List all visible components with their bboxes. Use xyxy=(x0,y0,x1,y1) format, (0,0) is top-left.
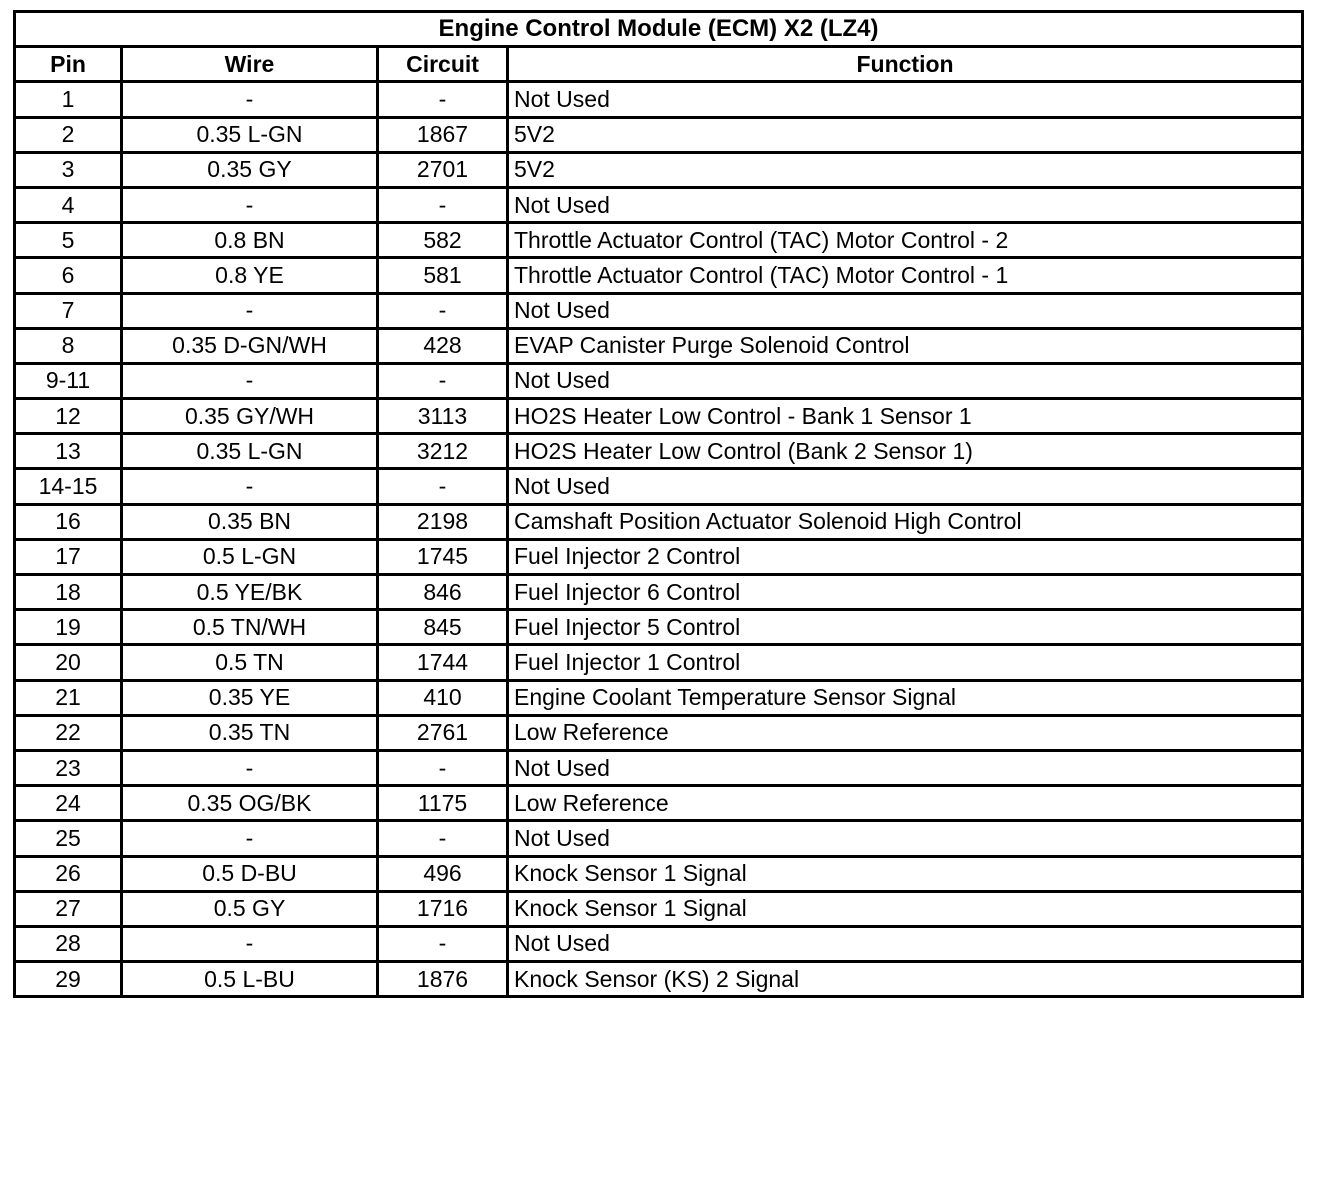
table-row xyxy=(15,363,1303,398)
table-row xyxy=(15,821,1303,856)
function-cell: Fuel Injector 6 Control xyxy=(508,575,1303,610)
pin-cell: 5 xyxy=(15,223,122,258)
function-cell: Low Reference xyxy=(508,786,1303,821)
pin-cell: 12 xyxy=(15,399,122,434)
pin-cell: 19 xyxy=(15,610,122,645)
table-row xyxy=(15,539,1303,574)
circuit-cell: 846 xyxy=(378,575,508,610)
table-row xyxy=(15,434,1303,469)
pin-cell: 23 xyxy=(15,750,122,785)
function-cell: Not Used xyxy=(508,750,1303,785)
circuit-cell: 3212 xyxy=(378,434,508,469)
wire-cell: 0.35 BN xyxy=(122,504,378,539)
pin-cell: 7 xyxy=(15,293,122,328)
connector-pinout-table xyxy=(13,10,1304,998)
table-row xyxy=(15,82,1303,117)
wire-cell: - xyxy=(122,82,378,117)
table-row xyxy=(15,575,1303,610)
function-cell: Not Used xyxy=(508,926,1303,961)
pin-cell: 27 xyxy=(15,891,122,926)
pin-cell: 18 xyxy=(15,575,122,610)
circuit-column-header: Circuit xyxy=(378,47,508,82)
circuit-cell: 2761 xyxy=(378,715,508,750)
pin-cell: 16 xyxy=(15,504,122,539)
wire-cell: - xyxy=(122,363,378,398)
table-row xyxy=(15,715,1303,750)
function-cell: HO2S Heater Low Control - Bank 1 Sensor 1 xyxy=(508,399,1303,434)
function-cell: Engine Coolant Temperature Sensor Signal xyxy=(508,680,1303,715)
function-column-header: Function xyxy=(508,47,1303,82)
circuit-cell: 1745 xyxy=(378,539,508,574)
function-cell: Knock Sensor (KS) 2 Signal xyxy=(508,962,1303,997)
wire-cell: 0.5 TN/WH xyxy=(122,610,378,645)
pin-cell: 14-15 xyxy=(15,469,122,504)
pin-cell: 29 xyxy=(15,962,122,997)
wire-cell: 0.8 YE xyxy=(122,258,378,293)
wire-cell: 0.5 L-GN xyxy=(122,539,378,574)
circuit-cell: - xyxy=(378,363,508,398)
pin-cell: 21 xyxy=(15,680,122,715)
circuit-cell: 2198 xyxy=(378,504,508,539)
table-title: Engine Control Module (ECM) X2 (LZ4) xyxy=(15,12,1303,47)
table-row xyxy=(15,610,1303,645)
table-title-row xyxy=(15,12,1303,47)
wire-cell: 0.35 GY xyxy=(122,152,378,187)
circuit-cell: 582 xyxy=(378,223,508,258)
wire-cell: 0.5 D-BU xyxy=(122,856,378,891)
circuit-cell: - xyxy=(378,187,508,222)
function-cell: Low Reference xyxy=(508,715,1303,750)
pin-column-header: Pin xyxy=(15,47,122,82)
table-row xyxy=(15,750,1303,785)
table-row xyxy=(15,399,1303,434)
pin-cell: 26 xyxy=(15,856,122,891)
table-row xyxy=(15,223,1303,258)
circuit-cell: 3113 xyxy=(378,399,508,434)
table-row xyxy=(15,469,1303,504)
wire-cell: 0.35 YE xyxy=(122,680,378,715)
function-cell: Not Used xyxy=(508,187,1303,222)
pin-cell: 17 xyxy=(15,539,122,574)
wire-cell: - xyxy=(122,187,378,222)
circuit-cell: 1867 xyxy=(378,117,508,152)
wire-cell: 0.35 OG/BK xyxy=(122,786,378,821)
wire-cell: 0.5 L-BU xyxy=(122,962,378,997)
function-cell: Not Used xyxy=(508,363,1303,398)
table-row xyxy=(15,856,1303,891)
pin-cell: 3 xyxy=(15,152,122,187)
wire-cell: - xyxy=(122,750,378,785)
function-cell: Fuel Injector 1 Control xyxy=(508,645,1303,680)
table-row xyxy=(15,117,1303,152)
circuit-cell: - xyxy=(378,293,508,328)
wire-column-header: Wire xyxy=(122,47,378,82)
circuit-cell: - xyxy=(378,926,508,961)
table-header-row xyxy=(15,47,1303,82)
pin-cell: 9-11 xyxy=(15,363,122,398)
wire-cell: - xyxy=(122,926,378,961)
pin-cell: 8 xyxy=(15,328,122,363)
function-cell: EVAP Canister Purge Solenoid Control xyxy=(508,328,1303,363)
pin-cell: 20 xyxy=(15,645,122,680)
circuit-cell: - xyxy=(378,469,508,504)
function-cell: Throttle Actuator Control (TAC) Motor Control - 1 xyxy=(508,258,1303,293)
function-cell: Not Used xyxy=(508,469,1303,504)
function-cell: 5V2 xyxy=(508,117,1303,152)
wire-cell: 0.35 L-GN xyxy=(122,117,378,152)
table-row xyxy=(15,891,1303,926)
table-row xyxy=(15,645,1303,680)
circuit-cell: 581 xyxy=(378,258,508,293)
circuit-cell: 2701 xyxy=(378,152,508,187)
pin-cell: 13 xyxy=(15,434,122,469)
table-row xyxy=(15,187,1303,222)
table-row xyxy=(15,680,1303,715)
wire-cell: 0.35 L-GN xyxy=(122,434,378,469)
pin-cell: 28 xyxy=(15,926,122,961)
table-row xyxy=(15,152,1303,187)
table-row xyxy=(15,926,1303,961)
table-row xyxy=(15,786,1303,821)
wire-cell: 0.35 TN xyxy=(122,715,378,750)
pin-cell: 1 xyxy=(15,82,122,117)
table-row xyxy=(15,293,1303,328)
wire-cell: 0.8 BN xyxy=(122,223,378,258)
table-row xyxy=(15,962,1303,997)
table-row xyxy=(15,504,1303,539)
circuit-cell: 496 xyxy=(378,856,508,891)
table-body xyxy=(15,82,1303,997)
wire-cell: 0.35 D-GN/WH xyxy=(122,328,378,363)
pin-cell: 2 xyxy=(15,117,122,152)
circuit-cell: - xyxy=(378,821,508,856)
wire-cell: 0.5 GY xyxy=(122,891,378,926)
wire-cell: 0.35 GY/WH xyxy=(122,399,378,434)
function-cell: Fuel Injector 2 Control xyxy=(508,539,1303,574)
function-cell: Not Used xyxy=(508,821,1303,856)
function-cell: Camshaft Position Actuator Solenoid High Control xyxy=(508,504,1303,539)
circuit-cell: 1744 xyxy=(378,645,508,680)
function-cell: Fuel Injector 5 Control xyxy=(508,610,1303,645)
pin-cell: 6 xyxy=(15,258,122,293)
function-cell: 5V2 xyxy=(508,152,1303,187)
wire-cell: - xyxy=(122,469,378,504)
wire-cell: 0.5 YE/BK xyxy=(122,575,378,610)
pin-cell: 4 xyxy=(15,187,122,222)
pin-cell: 25 xyxy=(15,821,122,856)
circuit-cell: - xyxy=(378,82,508,117)
circuit-cell: 1175 xyxy=(378,786,508,821)
table-row xyxy=(15,328,1303,363)
function-cell: Knock Sensor 1 Signal xyxy=(508,891,1303,926)
circuit-cell: 428 xyxy=(378,328,508,363)
circuit-cell: 410 xyxy=(378,680,508,715)
function-cell: Not Used xyxy=(508,293,1303,328)
circuit-cell: 1876 xyxy=(378,962,508,997)
pin-cell: 24 xyxy=(15,786,122,821)
wire-cell: - xyxy=(122,821,378,856)
circuit-cell: 845 xyxy=(378,610,508,645)
circuit-cell: 1716 xyxy=(378,891,508,926)
table-row xyxy=(15,258,1303,293)
wire-cell: 0.5 TN xyxy=(122,645,378,680)
function-cell: Throttle Actuator Control (TAC) Motor Control - 2 xyxy=(508,223,1303,258)
function-cell: HO2S Heater Low Control (Bank 2 Sensor 1) xyxy=(508,434,1303,469)
wire-cell: - xyxy=(122,293,378,328)
circuit-cell: - xyxy=(378,750,508,785)
pin-cell: 22 xyxy=(15,715,122,750)
function-cell: Knock Sensor 1 Signal xyxy=(508,856,1303,891)
function-cell: Not Used xyxy=(508,82,1303,117)
